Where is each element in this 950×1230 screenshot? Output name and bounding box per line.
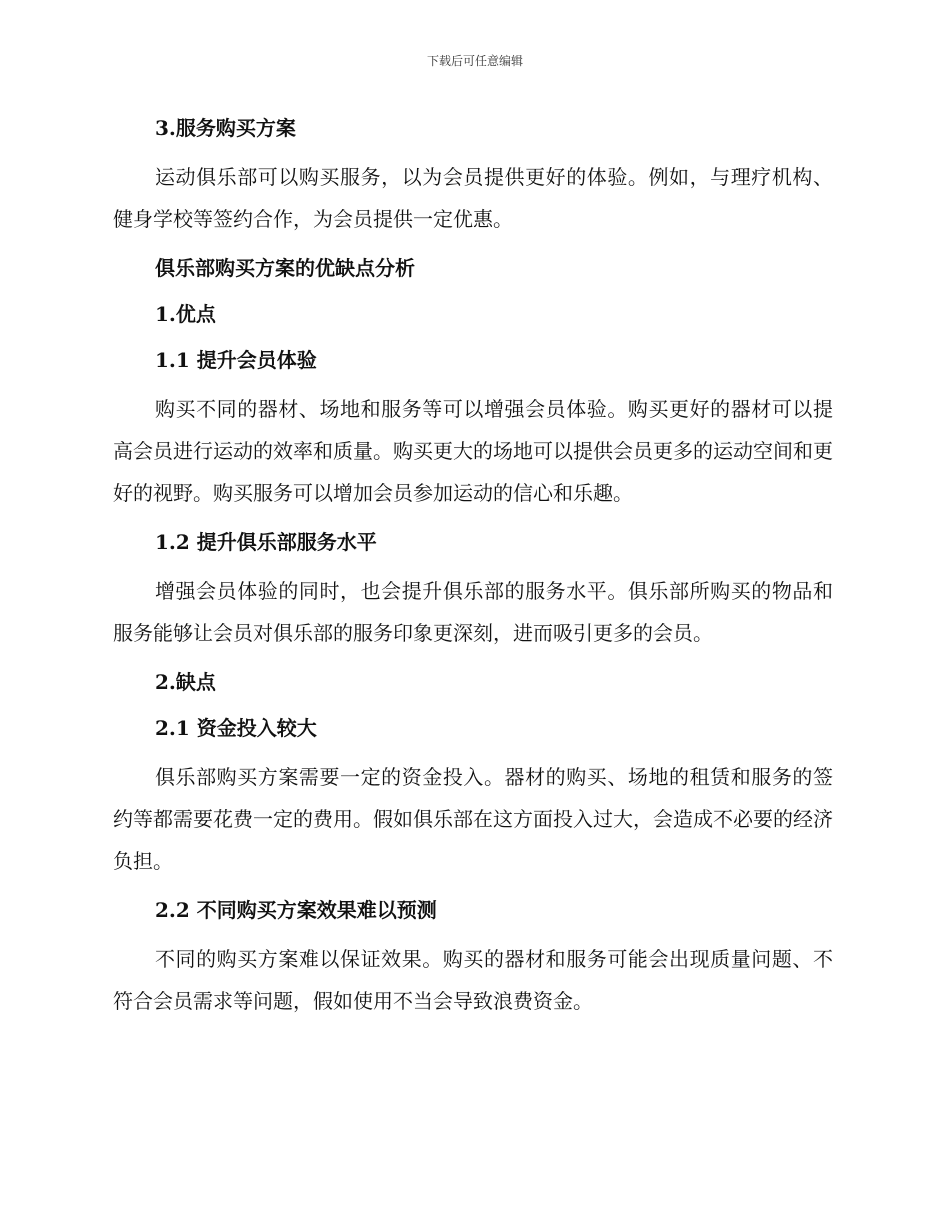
section-heading-member-experience: 1.1 提升会员体验	[155, 348, 317, 372]
section-heading-service-level: 1.2 提升俱乐部服务水平	[155, 530, 377, 554]
paragraph-high-investment: 俱乐部购买方案需要一定的资金投入。器材的购买、场地的租赁和服务的签约等都需要花费一定的费用。假如俱乐部在这方面投入过大，会造成不必要的经济负担。	[113, 765, 833, 873]
section-heading-unpredictable-effect: 2.2 不同购买方案效果难以预测	[155, 898, 437, 922]
page-header: 下载后可任意编辑	[426, 54, 523, 68]
paragraph-member-experience: 购买不同的器材、场地和服务等可以增强会员体验。购买更好的器材可以提高会员进行运动的效率和质量。购买更大的场地可以提供会员更多的运动空间和更好的视野。购买服务可以增加会员参加运动的信心和乐趣。	[113, 397, 833, 505]
section-heading-cons: 2.缺点	[155, 670, 216, 694]
paragraph-service-level: 增强会员体验的同时，也会提升俱乐部的服务水平。俱乐部所购买的物品和服务能够让会员对俱乐部的服务印象更深刻，进而吸引更多的会员。	[113, 579, 833, 645]
paragraph-service-purchase: 运动俱乐部可以购买服务，以为会员提供更好的体验。例如，与理疗机构、健身学校等签约合作，为会员提供一定优惠。	[113, 165, 833, 231]
section-heading-pros-cons: 俱乐部购买方案的优缺点分析	[155, 256, 415, 280]
section-heading-high-investment: 2.1 资金投入较大	[155, 716, 317, 740]
section-heading-service-purchase: 3.服务购买方案	[155, 116, 296, 140]
paragraph-unpredictable-effect: 不同的购买方案难以保证效果。购买的器材和服务可能会出现质量问题、不符合会员需求等问题，假如使用不当会导致浪费资金。	[113, 947, 833, 1013]
document-body	[113, 110, 833, 1022]
section-heading-pros: 1.优点	[155, 302, 216, 326]
